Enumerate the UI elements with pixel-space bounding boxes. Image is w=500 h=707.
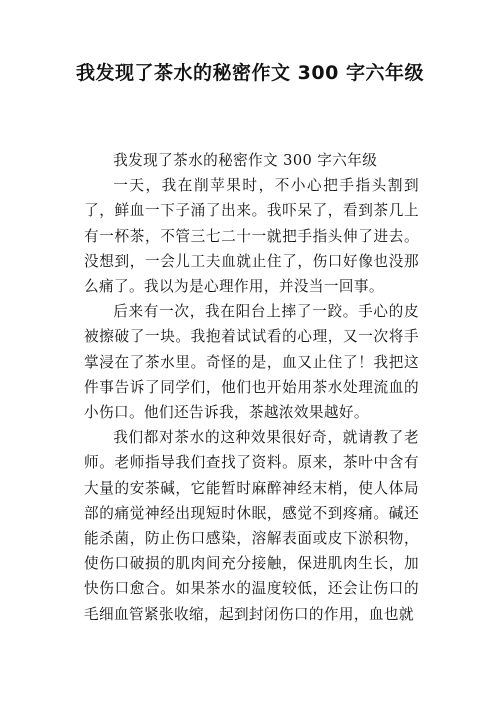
paragraph-2: 后来有一次，我在阳台上摔了一跤。手心的皮被擦破了一块。我抱着试试看的心理，又一次将手掌浸在了茶水里。奇怪的是，血又止住了！我把这件事告诉了同学们，他们也开始用茶水处理流血的小伤口。他们还告诉我，茶越浓效果越好。 (84, 303, 419, 422)
page-title: 我发现了茶水的秘密作文 300 字六年级 (76, 62, 424, 84)
paragraph-3: 我们都对茶水的这种效果很好奇，就请教了老师。老师指导我们查找了资料。原来，茶叶中含有大量的安茶碱，它能暂时麻醉神经末梢，使人体局部的痛觉神经出现短时休眠，感觉不到疼痛。碱还能杀菌，防止伤口感染，溶解表面或皮下淤积物，使伤口破损的肌肉间充分接触，保进肌肉生长，加快伤口愈合。如果茶水的温度较低，还会让伤口的毛细血管紧张收缩，起到封闭伤口的作用，血也就 (84, 429, 419, 623)
paragraph-1: 一天，我在削苹果时，不小心把手指头割到了，鲜血一下子涌了出来。我吓呆了，看到茶几上有一杯茶，不管三七二十一就把手指头伸了进去。没想到，一会儿工夫血就止住了，伤口好像也没那么痛了。我以为是心理作用，并没当一回事。 (84, 177, 419, 296)
article-body (84, 148, 419, 627)
article-heading-line: 我发现了茶水的秘密作文 300 字六年级 (113, 152, 378, 169)
